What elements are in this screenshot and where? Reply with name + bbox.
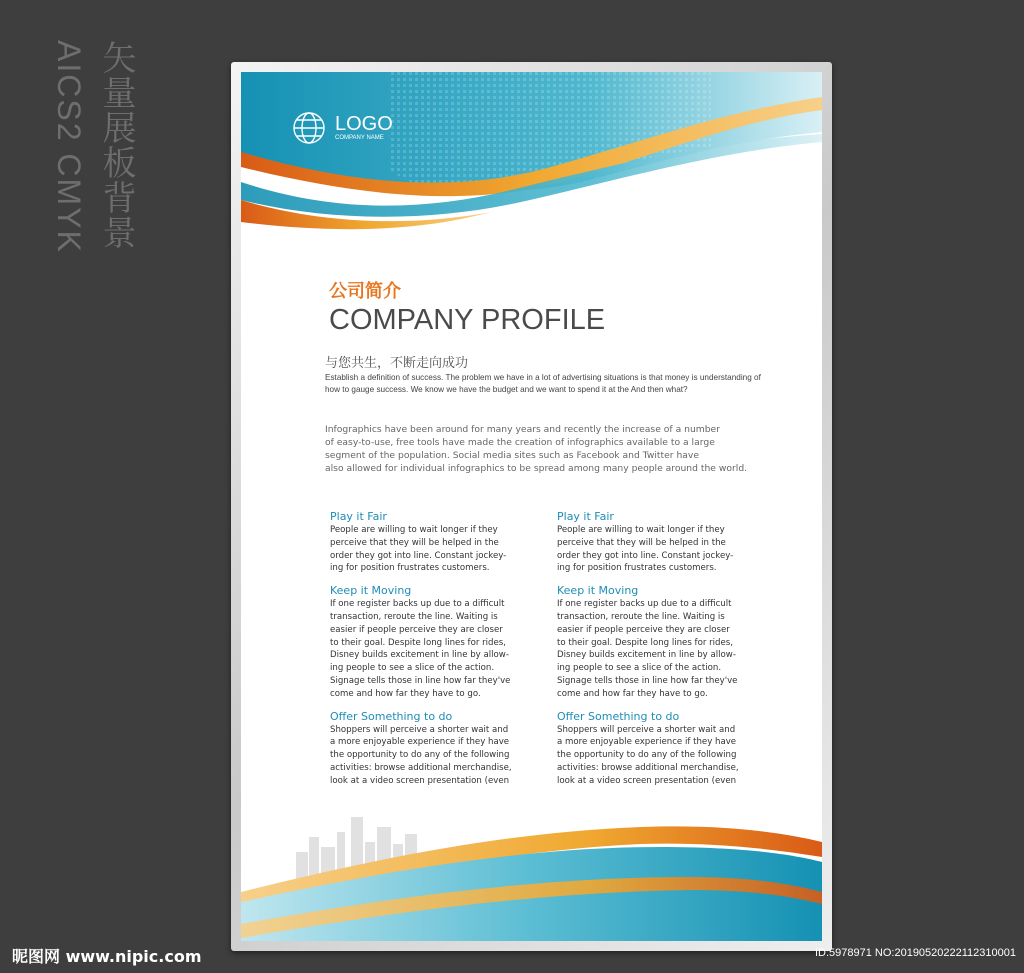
section-body: Shoppers will perceive a shorter wait and a more enjoyable experience if they have the opportunity to do any of the following activities: browse additional merchandise, look at a video screen presentation (even [557,724,739,786]
logo-text: LOGO [335,113,393,135]
section [330,510,545,575]
section-title: Keep it Moving [330,584,412,598]
image-id-watermark: ID:5978971 NO:20190520222112310001 [814,947,1016,959]
side-label-en: AICS2 CMYK [51,40,87,254]
section-body: If one register backs up due to a difficult transaction, reroute the line. Waiting is easier if people perceive they are closer to their goal. Despite long lines for rides, Disney builds excitement in line by allow- ing people to see a slice of the action. Signage tells those in line how far they've come and how far they have to go. [330,599,511,699]
poster [241,72,822,941]
company-name: COMPANY NAME [335,135,384,141]
site-watermark: 昵图网 www.nipic.com [12,947,202,966]
section-title: Play it Fair [557,510,614,523]
section-title: Keep it Moving [557,584,639,598]
side-label-cn: 矢量展板背景 [96,40,136,250]
section [330,584,545,700]
section-body: Shoppers will perceive a shorter wait and a more enjoyable experience if they have the opportunity to do any of the following activities: browse additional merchandise, look at a video screen presentation (even [330,724,512,786]
section [557,710,772,788]
title-cn: 公司简介 [329,281,401,302]
section [557,510,772,575]
decorative-waves [241,72,822,941]
globe-icon [291,110,327,146]
section-body: People are willing to wait longer if they perceive that they will be helped in the order they got into line. Constant jockey- ing for position frustrates customers. [557,525,734,574]
section [557,584,772,700]
section-body: People are willing to wait longer if they perceive that they will be helped in the order they got into line. Constant jockey- ing for position frustrates customers. [330,525,507,574]
content-column-right [557,510,772,797]
section-body: If one register backs up due to a difficult transaction, reroute the line. Waiting is easier if people perceive they are closer to their goal. Despite long lines for rides, Disney builds excitement in line by allow- ing people to see a slice of the action. Signage tells those in line how far they've come and how far they have to go. [557,599,738,699]
section-title: Offer Something to do [557,709,680,723]
logo [291,110,393,146]
content-column-left [330,510,545,797]
description-paragraph: Infographics have been around for many years and recently the increase of a number of easy-to-use, free tools have made the creation of infographics available to a large segment of the population. Social media sites such as Facebook and Twitter have also allowed for individual infographics to be spread among many people around the world. [325,424,748,474]
section-title: Play it Fair [330,510,387,523]
title-en: COMPANY PROFILE [329,304,606,336]
slogan: 与您共生，不断走向成功 [325,356,469,371]
section [330,710,545,788]
section-title: Offer Something to do [330,709,453,723]
intro-text: Establish a definition of success. The problem we have in a lot of advertising situations is that money is understanding of how to gauge success. We know we have the budget and we want to spend it at the And then what? [325,373,761,394]
